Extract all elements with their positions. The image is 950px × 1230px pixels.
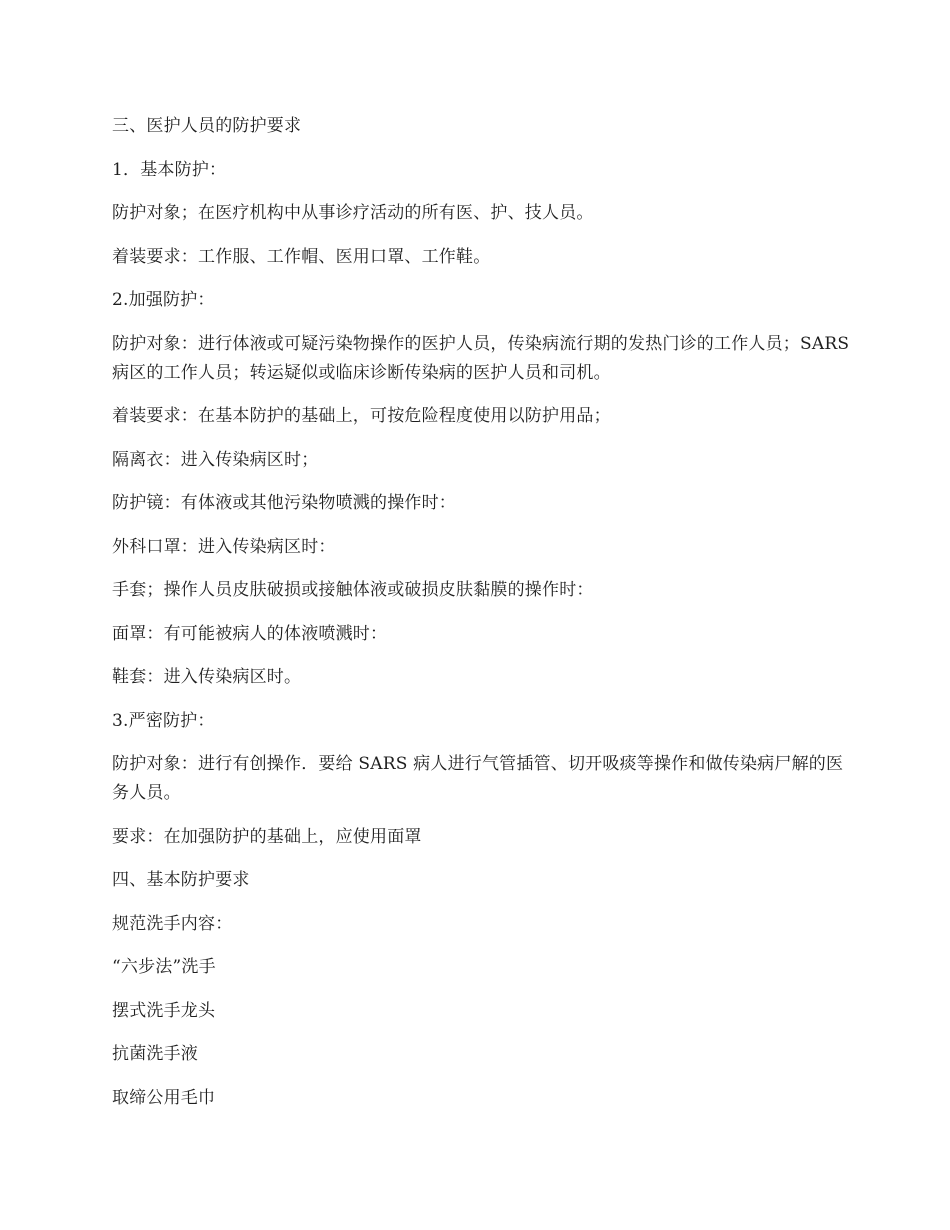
- paragraph: 规范洗手内容：: [112, 913, 233, 934]
- list-item: 外科口罩：进入传染病区时：: [112, 536, 336, 557]
- subsection-heading-strict: 3.严密防护：: [112, 710, 215, 731]
- paragraph: 防护对象：进行有创操作．要给 SARS 病人进行气管插管、切开吸痰等操作和做传染病尸解的医务人员。: [112, 754, 844, 803]
- paragraph: 要求：在加强防护的基础上，应使用面罩: [112, 826, 422, 847]
- section-heading-4: 四、基本防护要求: [112, 870, 250, 890]
- list-item: 面罩：有可能被病人的体液喷溅时：: [112, 623, 388, 644]
- document-body: [112, 112, 855, 1127]
- list-item: 隔离衣：进入传染病区时；: [112, 449, 319, 470]
- list-item: 鞋套：进入传染病区时。: [112, 667, 302, 687]
- paragraph: 着装要求：在基本防护的基础上，可按危险程度使用以防护用品；: [112, 406, 611, 426]
- paragraph: 着装要求：工作服、工作帽、医用口罩、工作鞋。: [112, 246, 491, 267]
- list-item: 抗菌洗手液: [112, 1044, 198, 1064]
- list-item: 防护镜：有体液或其他污染物喷溅的操作时：: [112, 493, 456, 513]
- subsection-heading-enhanced: 2.加强防护：: [112, 290, 215, 310]
- paragraph: 防护对象：进行体液或可疑污染物操作的医护人员，传染病流行期的发热门诊的工作人员；SARS 病区的工作人员；转运疑似或临床诊断传染病的医护人员和司机。: [112, 333, 855, 383]
- section-heading-3: 三、医护人员的防护要求: [112, 116, 302, 136]
- paragraph: 防护对象；在医疗机构中从事诊疗活动的所有医、护、技人员。: [112, 203, 594, 223]
- list-item: 摆式洗手龙头: [112, 1000, 216, 1021]
- subsection-heading-basic: 1．基本防护：: [112, 159, 227, 180]
- list-item: 手套；操作人员皮肤破损或接触体液或破损皮肤黏膜的操作时：: [112, 580, 594, 600]
- list-item: “六步法”洗手: [112, 957, 216, 977]
- list-item: 取缔公用毛巾: [112, 1087, 216, 1108]
